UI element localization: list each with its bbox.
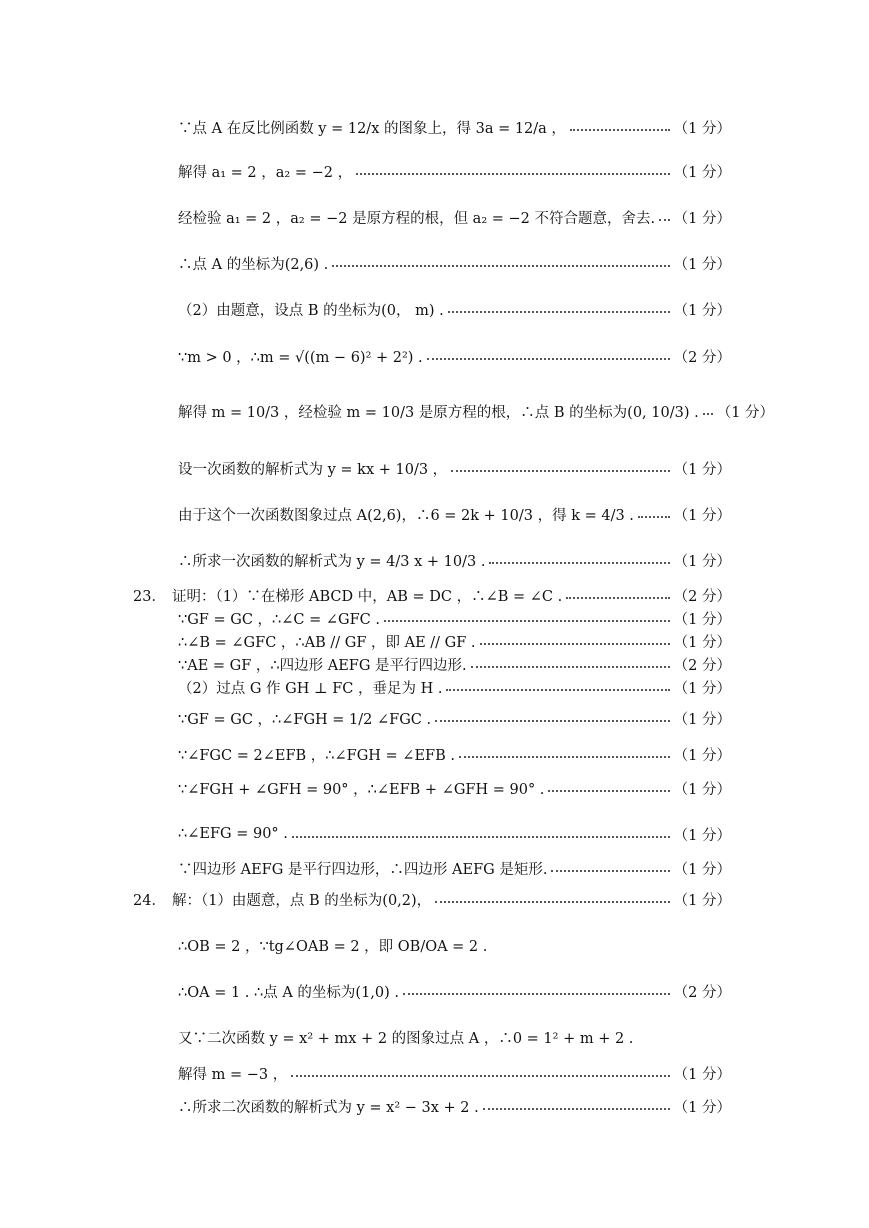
score: （1 分）: [673, 1099, 731, 1116]
line-text: 解得 m = 10/3 ，经检验 m = 10/3 是原方程的根，∴点 B 的坐标为(0, 10/3) .: [178, 404, 699, 421]
line-text: 经检验 a₁ = 2 ，a₂ = −2 是原方程的根，但 a₂ = −2 不符合题意，舍去.: [178, 210, 656, 227]
dot-leader: [471, 666, 670, 668]
line-text: ∵AE = GF ，∴四边形 AEFG 是平行四边形.: [178, 657, 467, 674]
dot-leader: [638, 516, 670, 518]
score: （1 分）: [673, 302, 731, 319]
score: （1 分）: [673, 611, 731, 628]
line-text: ∵m > 0 ，∴m = √((m − 6)² + 2²) .: [178, 349, 423, 366]
solution-line-7: [178, 396, 775, 426]
score: （1 分）: [673, 164, 731, 181]
score: （1 分）: [673, 781, 731, 798]
score: （1 分）: [673, 1066, 731, 1083]
dot-leader: [548, 790, 669, 792]
line-text: 又∵二次函数 y = x² + mx + 2 的图象过点 A ，∴0 = 1² + m + 2 .: [178, 1030, 634, 1047]
line-text: 证明：（1）∵在梯形 ABCD 中，AB = DC ，∴∠B = ∠C .: [171, 588, 563, 605]
line-text: ∴所求一次函数的解析式为 y = 4/3 x + 10/3 .: [178, 553, 486, 570]
solution-line-8: [178, 453, 731, 483]
line-text: ∵GF = GC ，∴∠C = ∠GFC .: [178, 611, 380, 628]
line-text: 解：（1）由题意，点 B 的坐标为(0,2)，: [171, 892, 432, 909]
solution-line-6: [178, 341, 731, 371]
line-text: （2）由题意，设点 B 的坐标为(0， m) .: [178, 302, 444, 319]
score: （1 分）: [673, 861, 731, 878]
solution-line-1: [178, 112, 731, 142]
line-text: ∴OB = 2 ，∵tg∠OAB = 2 ，即 OB/OA = 2 .: [178, 938, 488, 955]
line-text: ∴点 A 的坐标为(2,6) .: [178, 256, 329, 273]
problem-24-line-6: [178, 1091, 731, 1121]
dot-leader: [292, 836, 670, 838]
dot-leader: [659, 219, 670, 221]
line-text: 解得 a₁ = 2 ，a₂ = −2 ，: [178, 164, 353, 181]
score: （1 分）: [673, 210, 731, 227]
dot-leader: [332, 265, 669, 267]
dot-leader: [384, 620, 670, 622]
score: （2 分）: [673, 657, 731, 674]
solution-line-2: [178, 156, 731, 186]
score: （2 分）: [673, 984, 731, 1001]
solution-line-5: [178, 294, 731, 324]
solution-line-9: [178, 499, 731, 529]
dot-leader: [703, 413, 713, 415]
problem-23-line-9: [178, 819, 731, 849]
dot-leader: [448, 311, 670, 313]
solution-line-3: [178, 202, 731, 232]
line-text: 由于这个一次函数图象过点 A(2,6)，∴6 = 2k + 10/3 ，得 k = 4/3 .: [178, 507, 634, 524]
line-text: （2）过点 G 作 GH ⊥ FC ，垂足为 H .: [178, 680, 443, 697]
score: （1 分）: [673, 634, 731, 651]
line-text: ∵∠FGH + ∠GFH = 90° ，∴∠EFB + ∠GFH = 90° .: [178, 781, 545, 798]
line-text: ∵GF = GC ，∴∠FGH = 1/2 ∠FGC .: [178, 711, 432, 728]
score: （1 分）: [673, 461, 731, 478]
problem-23-line-5: [178, 672, 731, 702]
line-text: ∴∠EFG = 90° .: [178, 826, 288, 842]
dot-leader: [459, 756, 670, 758]
dot-leader: [435, 901, 669, 903]
score: （1 分）: [673, 256, 731, 273]
problem-23-line-8: [178, 773, 731, 803]
line-text: ∴OA = 1 . ∴点 A 的坐标为(1,0) .: [178, 984, 400, 1001]
problem-23-line-10: [178, 853, 731, 883]
line-text: 解得 m = −3 ，: [178, 1066, 288, 1083]
score: （1 分）: [673, 553, 731, 570]
score: （1 分）: [673, 120, 731, 137]
score: （1 分）: [673, 747, 731, 764]
line-text: ∵点 A 在反比例函数 y = 12/x 的图象上，得 3a = 12/a ，: [178, 120, 566, 137]
problem-24-line-5: [178, 1058, 731, 1088]
problem-24-line-3: [178, 976, 731, 1006]
line-text: ∵四边形 AEFG 是平行四边形，∴四边形 AEFG 是矩形.: [178, 861, 548, 878]
solution-line-4: [178, 248, 731, 278]
dot-leader: [480, 643, 670, 645]
line-text: ∴所求二次函数的解析式为 y = x² − 3x + 2 .: [178, 1099, 479, 1116]
score: （1 分）: [673, 680, 731, 697]
problem-23-line-6: [178, 703, 731, 733]
score: （1 分）: [673, 711, 731, 728]
problem-number: 24．: [133, 892, 166, 909]
score: （2 分）: [673, 588, 731, 605]
dot-leader: [570, 129, 670, 131]
problem-24-line-4: [178, 1022, 731, 1052]
score: （2 分）: [673, 349, 731, 366]
dot-leader: [551, 870, 669, 872]
dot-leader: [435, 720, 670, 722]
problem-number: 23．: [133, 588, 166, 605]
score: （1 分）: [716, 404, 775, 421]
dot-leader: [489, 562, 669, 564]
score: （1 分）: [673, 892, 731, 909]
score: （1 分）: [673, 827, 731, 844]
problem-24-line-2: [178, 930, 731, 960]
line-text: ∵∠FGC = 2∠EFB ，∴∠FGH = ∠EFB .: [178, 747, 455, 764]
dot-leader: [291, 1075, 669, 1077]
line-text: ∴∠B = ∠GFC ，∴AB // GF ，即 AE // GF .: [178, 634, 476, 651]
dot-leader: [566, 597, 669, 599]
solution-line-10: [178, 545, 731, 575]
line-text: 设一次函数的解析式为 y = kx + 10/3 ，: [178, 461, 448, 478]
dot-leader: [451, 470, 669, 472]
dot-leader: [427, 358, 670, 360]
dot-leader: [403, 993, 670, 995]
problem-24-line-1: [133, 884, 731, 914]
problem-23-line-7: [178, 739, 731, 769]
dot-leader: [483, 1108, 670, 1110]
dot-leader: [356, 173, 670, 175]
dot-leader: [446, 689, 669, 691]
score: （1 分）: [673, 507, 731, 524]
